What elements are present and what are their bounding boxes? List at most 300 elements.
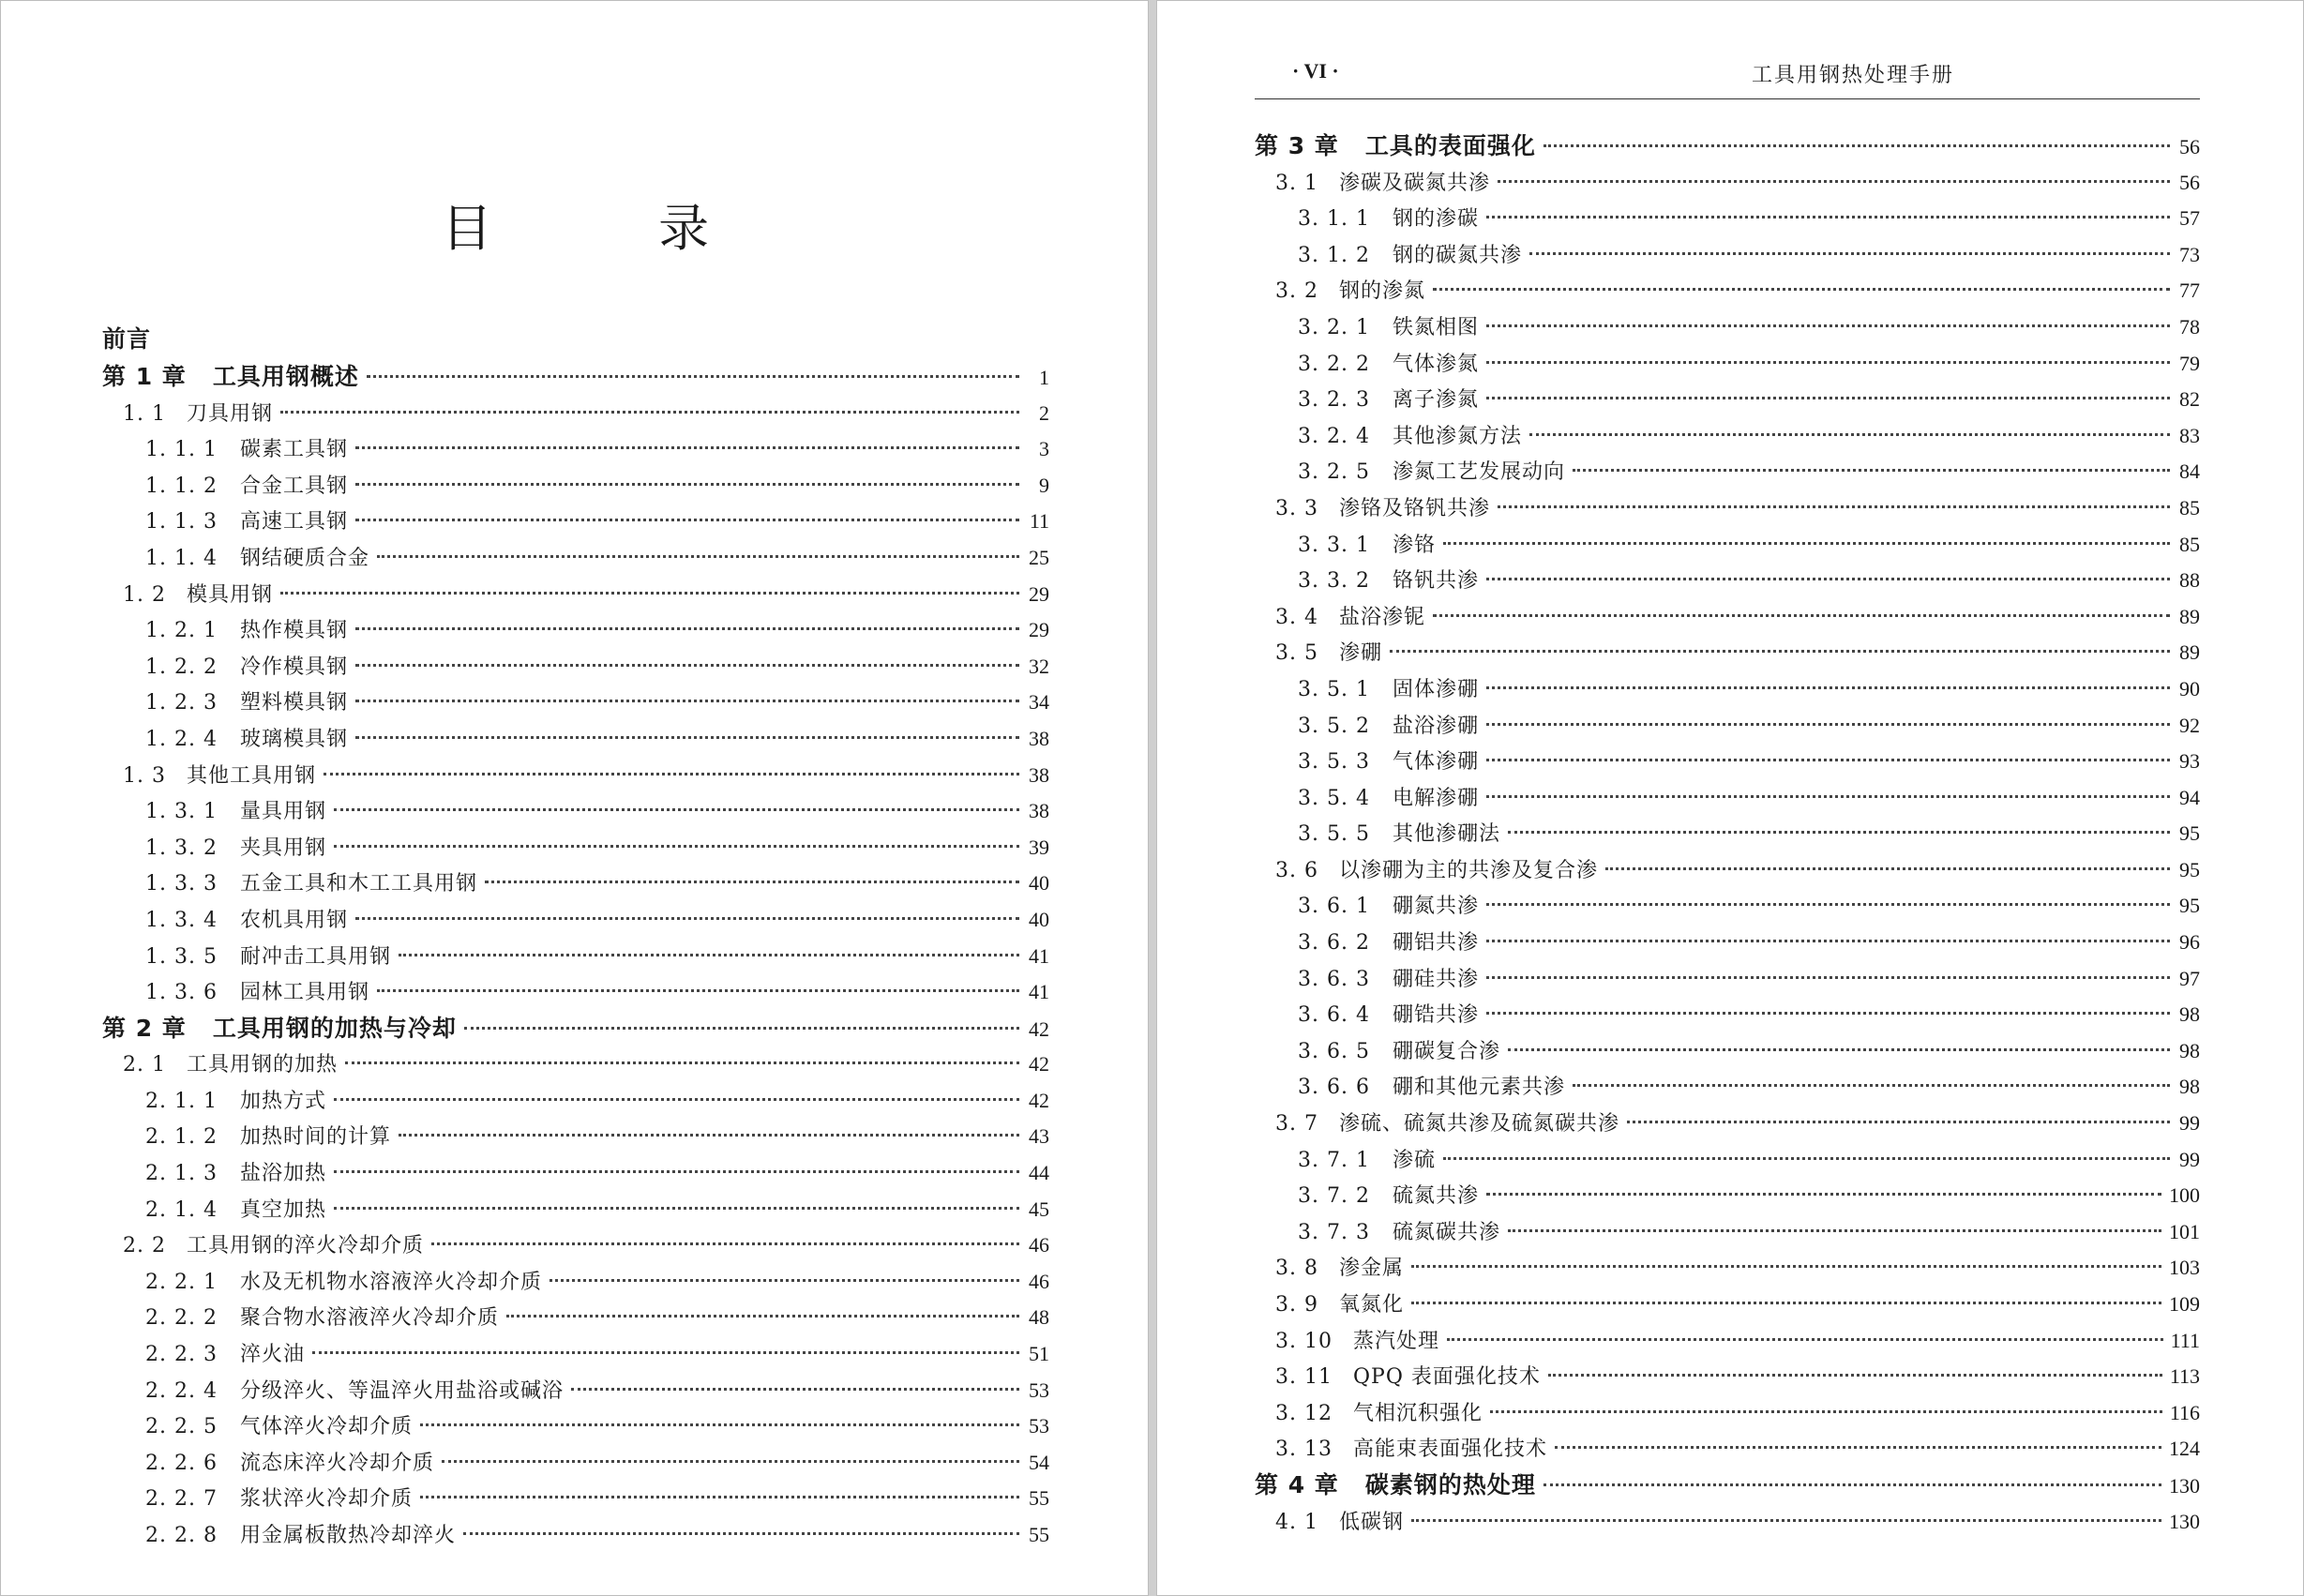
toc-subsection-entry[interactable] xyxy=(1255,1033,2200,1070)
toc-page-number: 77 xyxy=(2179,279,2200,303)
toc-entry-text: 其他渗氮方法 xyxy=(1392,424,1522,448)
dot-leader xyxy=(1573,469,2170,472)
header-book-title: 工具用钢热处理手册 xyxy=(1751,64,1954,87)
toc-subsection-entry[interactable] xyxy=(102,649,1049,685)
dot-leader xyxy=(280,411,1019,414)
toc-entry-number: 3. 2. 5 xyxy=(1298,460,1370,485)
toc-entry-text: 碳素工具钢 xyxy=(239,438,348,462)
toc-entry-text: 硼和其他元素共渗 xyxy=(1392,1076,1565,1100)
toc-subsection-entry[interactable] xyxy=(102,1481,1049,1517)
toc-entry-number: 3. 2 xyxy=(1275,279,1318,304)
toc-entry-text: 钢结硬质合金 xyxy=(239,546,369,570)
toc-entry-text: 渗硼 xyxy=(1338,641,1382,666)
toc-section-entry[interactable] xyxy=(102,1227,1049,1264)
toc-entry-number: 3. 9 xyxy=(1275,1293,1318,1317)
dot-leader xyxy=(1486,795,2170,798)
toc-entry-text: 刀具用钢 xyxy=(186,401,273,426)
toc-subsection-entry[interactable] xyxy=(102,1445,1049,1482)
toc-subsection-entry[interactable] xyxy=(102,468,1049,504)
toc-page-number: 97 xyxy=(2179,966,2200,990)
dot-leader xyxy=(1486,759,2170,761)
toc-subsection-entry[interactable] xyxy=(102,1336,1049,1373)
toc-section-entry[interactable] xyxy=(1255,1287,2200,1323)
dot-leader xyxy=(1486,1193,2161,1196)
toc-subsection-entry[interactable] xyxy=(102,1408,1049,1445)
toc-entry-number: 3. 7 xyxy=(1275,1112,1318,1137)
toc-entry-number: 3. 2. 2 xyxy=(1298,352,1370,376)
toc-section-entry[interactable] xyxy=(1255,1504,2200,1541)
dot-leader xyxy=(1529,433,2170,436)
toc-entry-number: 1. 3. 3 xyxy=(145,872,218,896)
toc-page-number: 103 xyxy=(2169,1256,2200,1280)
dot-leader xyxy=(1498,505,2170,508)
toc-entry-number: 2. 2. 1 xyxy=(145,1270,218,1294)
toc-entry-number: 1. 3. 6 xyxy=(145,981,218,1005)
toc-page-number: 85 xyxy=(2179,532,2200,556)
dot-leader xyxy=(1490,1410,2162,1413)
toc-subsection-entry[interactable] xyxy=(1255,1142,2200,1179)
dot-leader xyxy=(1486,1012,2170,1015)
dot-leader xyxy=(1433,288,2170,291)
toc-page-number: 99 xyxy=(2179,1147,2200,1171)
dot-leader xyxy=(1390,650,2170,653)
dot-leader xyxy=(1573,1084,2170,1087)
toc-page-number: 113 xyxy=(2169,1364,2200,1389)
toc-section-entry[interactable] xyxy=(102,1046,1049,1083)
toc-page-number: 11 xyxy=(1029,509,1049,534)
left-page xyxy=(0,0,1149,1596)
toc-entry-number: 3. 7. 2 xyxy=(1298,1184,1370,1209)
toc-subsection-entry[interactable] xyxy=(1255,780,2200,817)
toc-entry-number: 3. 8 xyxy=(1275,1257,1318,1281)
toc-entry-text: 低碳钢 xyxy=(1338,1510,1404,1534)
toc-entry-number: 3. 6. 5 xyxy=(1298,1039,1370,1063)
toc-page-number: 88 xyxy=(2179,568,2200,593)
dot-leader xyxy=(1486,723,2170,726)
toc-entry-number: 2. 2 xyxy=(123,1234,166,1258)
toc-page-number: 111 xyxy=(2170,1328,2200,1352)
toc-subsection-entry[interactable] xyxy=(1255,382,2200,418)
toc-page-number: 42 xyxy=(1029,1088,1049,1112)
toc-page-number: 130 xyxy=(2169,1473,2200,1498)
toc-page-number: 51 xyxy=(1029,1342,1049,1366)
toc-subsection-entry[interactable] xyxy=(1255,997,2200,1033)
toc-page-number: 95 xyxy=(2179,857,2200,881)
toc-entry-text: 用金属板散热冷却淬火 xyxy=(239,1524,456,1547)
toc-entry-text: 钢的碳氮共渗 xyxy=(1392,243,1522,267)
toc-entry-text: 真空加热 xyxy=(239,1197,326,1222)
toc-entry-text: 硼碳复合渗 xyxy=(1392,1039,1500,1063)
dot-leader xyxy=(334,1170,1019,1173)
toc-entry-number: 1. 3. 1 xyxy=(145,800,218,824)
toc-page-number: 130 xyxy=(2169,1509,2200,1533)
toc-section-entry[interactable] xyxy=(1255,1250,2200,1287)
toc-entry-text: 离子渗氮 xyxy=(1392,388,1479,413)
toc-subsection-entry[interactable] xyxy=(102,866,1049,902)
toc-subsection-entry[interactable] xyxy=(1255,237,2200,274)
toc-entry-number: 1. 1. 3 xyxy=(145,510,218,535)
toc-entry-number: 3. 6 xyxy=(1275,858,1318,882)
dot-leader xyxy=(1627,1121,2170,1123)
toc-page-number: 90 xyxy=(2179,676,2200,700)
toc-entry-number: 3. 6. 2 xyxy=(1298,931,1370,956)
toc-entry-text: 碳素钢的热处理 xyxy=(1364,1470,1536,1498)
toc-page-number: 29 xyxy=(1029,618,1049,642)
toc-entry-number: 2. 1. 1 xyxy=(145,1089,218,1113)
toc-chapter-entry[interactable] xyxy=(102,1011,1049,1047)
toc-entry-number: 3. 7. 3 xyxy=(1298,1220,1370,1244)
toc-page-number: 95 xyxy=(2179,894,2200,918)
toc-section-entry[interactable] xyxy=(1255,1431,2200,1468)
toc-subsection-entry[interactable] xyxy=(102,721,1049,758)
toc-page-number: 41 xyxy=(1029,943,1049,968)
toc-entry-text: 盐浴渗硼 xyxy=(1392,714,1479,738)
toc-page-number: 25 xyxy=(1029,545,1049,569)
toc-page-number: 3 xyxy=(1039,437,1049,461)
toc-entry-text: 工具用钢的淬火冷却介质 xyxy=(186,1234,424,1258)
toc-entry-number: 3. 3. 1 xyxy=(1298,533,1370,557)
toc-chapter-entry[interactable] xyxy=(102,359,1049,396)
dot-leader xyxy=(355,917,1019,920)
dot-leader xyxy=(1508,1048,2170,1051)
dot-leader xyxy=(355,736,1019,739)
toc-entry-number: 1. 2 xyxy=(123,582,166,607)
toc-page-number: 99 xyxy=(2179,1111,2200,1136)
dot-leader xyxy=(1486,940,2170,942)
toc-subsection-entry[interactable] xyxy=(1255,1069,2200,1106)
toc-entry-text: 玻璃模具钢 xyxy=(239,727,348,751)
toc-entry-number: 1. 2. 2 xyxy=(145,655,218,679)
toc-subsection-entry[interactable] xyxy=(102,902,1049,939)
toc-page-number: 48 xyxy=(1029,1305,1049,1330)
toc-entry-preface[interactable] xyxy=(102,320,1049,359)
toc-entry-number: 2. 1. 2 xyxy=(145,1125,218,1150)
toc-page-number: 84 xyxy=(2179,459,2200,484)
dot-leader xyxy=(1548,1374,2162,1377)
toc-entry-text: 盐浴加热 xyxy=(239,1162,326,1186)
toc-title: 目 录 xyxy=(441,199,785,258)
toc-page-number: 124 xyxy=(2169,1437,2200,1461)
dot-leader xyxy=(1447,1338,2163,1341)
toc-section-entry[interactable] xyxy=(1255,273,2200,309)
toc-subsection-entry[interactable] xyxy=(1255,816,2200,852)
toc-entry-text: 耐冲击工具用钢 xyxy=(239,944,391,969)
toc-list-right xyxy=(1255,128,2200,1540)
dot-leader xyxy=(1443,1157,2170,1160)
toc-page-number: 101 xyxy=(2169,1219,2200,1243)
toc-subsection-entry[interactable] xyxy=(102,612,1049,649)
toc-entry-text: 五金工具和木工工具用钢 xyxy=(239,872,477,896)
dot-leader xyxy=(1411,1519,2161,1522)
toc-entry-text: 渗氮工艺发展动向 xyxy=(1392,460,1565,485)
toc-page-number: 43 xyxy=(1029,1124,1049,1149)
toc-entry-number: 3. 11 xyxy=(1275,1365,1333,1390)
dot-leader xyxy=(1486,903,2170,906)
dot-leader xyxy=(550,1279,1019,1282)
dot-leader xyxy=(355,627,1019,630)
toc-entry-number: 3. 6. 6 xyxy=(1298,1076,1370,1100)
toc-subsection-entry[interactable] xyxy=(1255,888,2200,925)
toc-page-number: 78 xyxy=(2179,314,2200,339)
toc-entry-number: 1. 1. 4 xyxy=(145,546,218,570)
toc-section-entry[interactable] xyxy=(1255,1106,2200,1142)
toc-subsection-entry[interactable] xyxy=(102,1119,1049,1155)
toc-entry-text: 硼氮共渗 xyxy=(1392,895,1479,919)
toc-entry-number: 3. 6. 1 xyxy=(1298,895,1370,919)
toc-page-number: 82 xyxy=(2179,387,2200,412)
toc-section-entry[interactable] xyxy=(1255,599,2200,636)
toc-subsection-entry[interactable] xyxy=(102,1373,1049,1409)
toc-page-number: 46 xyxy=(1029,1233,1049,1257)
toc-page-number: 45 xyxy=(1029,1197,1049,1221)
toc-subsection-entry[interactable] xyxy=(1255,1178,2200,1214)
toc-subsection-entry[interactable] xyxy=(1255,961,2200,998)
toc-subsection-entry[interactable] xyxy=(102,685,1049,721)
toc-subsection-entry[interactable] xyxy=(102,1300,1049,1336)
toc-entry-text: 前言 xyxy=(102,325,152,353)
toc-entry-number: 3. 5. 3 xyxy=(1298,750,1370,775)
toc-subsection-entry[interactable] xyxy=(1255,1214,2200,1251)
toc-entry-text: 聚合物水溶液淬火冷却介质 xyxy=(239,1306,499,1331)
toc-entry-text: QPQ 表面强化技术 xyxy=(1352,1365,1541,1390)
toc-entry-number: 2. 2. 6 xyxy=(145,1451,218,1475)
toc-entry-text: 工具用钢的加热 xyxy=(186,1053,338,1077)
toc-subsection-entry[interactable] xyxy=(102,1264,1049,1301)
toc-page-number: 57 xyxy=(2179,206,2200,231)
toc-entry-text: 其他渗硼法 xyxy=(1392,822,1500,847)
toc-entry-text: 加热时间的计算 xyxy=(239,1125,391,1150)
toc-entry-number: 2. 1. 4 xyxy=(145,1197,218,1222)
toc-entry-number: 3. 5. 2 xyxy=(1298,714,1370,738)
dot-leader xyxy=(345,1061,1019,1064)
toc-page-number: 109 xyxy=(2169,1292,2200,1316)
toc-entry-text: 其他工具用钢 xyxy=(186,763,316,788)
dot-leader xyxy=(1486,361,2170,364)
dot-leader xyxy=(571,1388,1019,1391)
dot-leader xyxy=(1486,324,2170,327)
toc-entry-number: 3. 1. 2 xyxy=(1298,243,1370,267)
toc-entry-number: 3. 1. 1 xyxy=(1298,207,1370,232)
toc-subsection-entry[interactable] xyxy=(1255,309,2200,346)
dot-leader xyxy=(506,1315,1019,1317)
toc-subsection-entry[interactable] xyxy=(1255,454,2200,490)
toc-page-number: 42 xyxy=(1029,1016,1049,1041)
toc-subsection-entry[interactable] xyxy=(1255,527,2200,564)
toc-entry-text: 工具用钢概述 xyxy=(212,363,359,390)
dot-leader xyxy=(355,483,1019,486)
toc-entry-text: 钢的渗碳 xyxy=(1392,207,1479,232)
toc-section-entry[interactable] xyxy=(102,577,1049,613)
toc-subsection-entry[interactable] xyxy=(102,939,1049,975)
toc-entry-text: 以渗硼为主的共渗及复合渗 xyxy=(1338,858,1598,882)
toc-subsection-entry[interactable] xyxy=(1255,563,2200,599)
toc-chapter-entry[interactable] xyxy=(1255,128,2200,165)
toc-entry-text: 渗金属 xyxy=(1338,1257,1404,1281)
toc-page-number: 85 xyxy=(2179,495,2200,519)
toc-page-number: 38 xyxy=(1029,726,1049,750)
dot-leader xyxy=(1529,252,2170,255)
toc-entry-number: 2. 2. 3 xyxy=(145,1343,218,1367)
toc-section-entry[interactable] xyxy=(1255,1323,2200,1360)
toc-page-number: 46 xyxy=(1029,1269,1049,1293)
toc-subsection-entry[interactable] xyxy=(102,793,1049,830)
toc-entry-number: 2. 2. 5 xyxy=(145,1415,218,1439)
toc-entry-number: 3. 12 xyxy=(1275,1401,1333,1425)
dot-leader xyxy=(312,1351,1019,1354)
toc-entry-text: 渗碳及碳氮共渗 xyxy=(1338,171,1490,195)
toc-entry-text: 分级淬火、等温淬火用盐浴或碱浴 xyxy=(239,1378,564,1403)
toc-entry-number: 3. 7. 1 xyxy=(1298,1148,1370,1172)
toc-page-number: 98 xyxy=(2179,1002,2200,1027)
toc-entry-number: 4. 1 xyxy=(1275,1510,1318,1534)
toc-page-number: 40 xyxy=(1029,871,1049,896)
toc-page-number: 93 xyxy=(2179,749,2200,774)
toc-entry-text: 农机具用钢 xyxy=(239,908,348,932)
toc-entry-text: 量具用钢 xyxy=(239,800,326,824)
toc-entry-number: 1. 3. 5 xyxy=(145,944,218,969)
dot-leader xyxy=(399,954,1019,956)
toc-entry-number: 1. 1. 2 xyxy=(145,474,218,498)
toc-entry-number: 3. 5. 1 xyxy=(1298,677,1370,701)
toc-section-entry[interactable] xyxy=(1255,852,2200,889)
toc-entry-text: 渗硫 xyxy=(1392,1148,1436,1172)
toc-subsection-entry[interactable] xyxy=(1255,744,2200,780)
toc-page-number: 94 xyxy=(2179,785,2200,809)
toc-section-entry[interactable] xyxy=(1255,1359,2200,1395)
toc-entry-number: 3. 1 xyxy=(1275,171,1318,195)
dot-leader xyxy=(1605,867,2170,870)
toc-page-number: 42 xyxy=(1029,1052,1049,1077)
toc-page-number: 2 xyxy=(1039,400,1049,425)
toc-subsection-entry[interactable] xyxy=(1255,346,2200,383)
toc-section-entry[interactable] xyxy=(1255,1395,2200,1432)
toc-entry-text: 冷作模具钢 xyxy=(239,655,348,679)
toc-subsection-entry[interactable] xyxy=(102,540,1049,577)
toc-page-number: 98 xyxy=(2179,1075,2200,1099)
toc-section-entry[interactable] xyxy=(1255,165,2200,202)
toc-subsection-entry[interactable] xyxy=(102,1155,1049,1192)
toc-entry-number: 2. 1 xyxy=(123,1053,166,1077)
toc-entry-number: 3. 5 xyxy=(1275,641,1318,666)
toc-subsection-entry[interactable] xyxy=(102,431,1049,468)
toc-page-number: 38 xyxy=(1029,762,1049,787)
toc-subsection-entry[interactable] xyxy=(1255,708,2200,745)
toc-subsection-entry[interactable] xyxy=(102,974,1049,1011)
toc-page-number: 38 xyxy=(1029,799,1049,823)
toc-section-entry[interactable] xyxy=(1255,635,2200,671)
toc-subsection-entry[interactable] xyxy=(102,1083,1049,1120)
dot-leader xyxy=(377,555,1019,558)
toc-entry-text: 渗铬及铬钒共渗 xyxy=(1338,496,1490,520)
dot-leader xyxy=(463,1532,1019,1535)
toc-entry-text: 浆状淬火冷却介质 xyxy=(239,1487,413,1512)
toc-page-number: 116 xyxy=(2169,1400,2200,1424)
toc-page-number: 55 xyxy=(1029,1486,1049,1511)
dot-leader xyxy=(1411,1265,2161,1268)
toc-entry-text: 铬钒共渗 xyxy=(1392,569,1479,594)
toc-page-number: 41 xyxy=(1029,980,1049,1004)
toc-entry-number: 3. 5. 5 xyxy=(1298,822,1370,847)
toc-subsection-entry[interactable] xyxy=(1255,201,2200,237)
toc-page-number: 83 xyxy=(2179,423,2200,447)
toc-entry-text: 热作模具钢 xyxy=(239,619,348,643)
dot-leader xyxy=(324,773,1019,775)
toc-page-number: 44 xyxy=(1029,1161,1049,1185)
toc-entry-text: 高速工具钢 xyxy=(239,510,348,535)
toc-subsection-entry[interactable] xyxy=(1255,418,2200,455)
toc-entry-number: 1. 3 xyxy=(123,763,166,788)
toc-page-number: 96 xyxy=(2179,930,2200,955)
dot-leader xyxy=(442,1460,1019,1463)
toc-subsection-entry[interactable] xyxy=(102,1517,1049,1554)
dot-leader xyxy=(1508,831,2170,834)
toc-subsection-entry[interactable] xyxy=(1255,671,2200,708)
toc-section-entry[interactable] xyxy=(102,758,1049,794)
toc-page-number: 39 xyxy=(1029,835,1049,859)
toc-entry-text: 气体渗氮 xyxy=(1392,352,1479,376)
toc-page-number: 55 xyxy=(1029,1523,1049,1546)
dot-leader xyxy=(420,1496,1019,1498)
toc-entry-number: 3. 10 xyxy=(1275,1329,1333,1353)
dot-leader xyxy=(399,1134,1019,1137)
toc-page-number: 92 xyxy=(2179,713,2200,737)
dot-leader xyxy=(431,1242,1019,1245)
toc-subsection-entry[interactable] xyxy=(1255,925,2200,961)
toc-page-number: 54 xyxy=(1029,1450,1049,1474)
header-page-number: · VI · xyxy=(1292,59,1339,83)
toc-section-entry[interactable] xyxy=(102,396,1049,432)
toc-page-number: 34 xyxy=(1029,690,1049,715)
dot-leader xyxy=(1555,1446,2161,1449)
toc-entry-number: 3. 2. 4 xyxy=(1298,424,1370,448)
dot-leader xyxy=(1486,686,2170,689)
toc-entry-text: 塑料模具钢 xyxy=(239,691,348,715)
toc-entry-number: 3. 3 xyxy=(1275,496,1318,520)
toc-page-number: 40 xyxy=(1029,907,1049,931)
toc-entry-number: 第 3 章 xyxy=(1255,132,1339,159)
toc-entry-number: 第 1 章 xyxy=(102,363,187,390)
toc-entry-number: 3. 2. 3 xyxy=(1298,388,1370,413)
toc-subsection-entry[interactable] xyxy=(102,830,1049,866)
toc-chapter-entry[interactable] xyxy=(1255,1468,2200,1504)
dot-leader xyxy=(377,989,1019,992)
toc-entry-text: 硼锆共渗 xyxy=(1392,1003,1479,1028)
toc-page-number: 56 xyxy=(2179,135,2200,158)
toc-page-number: 56 xyxy=(2179,170,2200,194)
toc-page-number: 32 xyxy=(1029,654,1049,678)
right-page xyxy=(1156,0,2304,1596)
toc-page-number: 89 xyxy=(2179,604,2200,628)
toc-subsection-entry[interactable] xyxy=(102,504,1049,540)
toc-entry-text: 园林工具用钢 xyxy=(239,981,369,1005)
dot-leader xyxy=(334,808,1019,811)
toc-section-entry[interactable] xyxy=(1255,490,2200,527)
toc-page-number: 9 xyxy=(1039,473,1049,497)
toc-entry-number: 第 2 章 xyxy=(102,1014,187,1042)
toc-entry-text: 渗铬 xyxy=(1392,533,1436,557)
toc-subsection-entry[interactable] xyxy=(102,1192,1049,1228)
toc-entry-number: 2. 2. 7 xyxy=(145,1487,218,1512)
toc-entry-number: 3. 6. 3 xyxy=(1298,967,1370,991)
toc-page-number: 53 xyxy=(1029,1378,1049,1402)
dot-leader xyxy=(1486,397,2170,399)
toc-entry-text: 固体渗硼 xyxy=(1392,677,1479,701)
toc-page-number: 98 xyxy=(2179,1038,2200,1062)
toc-entry-text: 夹具用钢 xyxy=(239,836,326,860)
toc-entry-text: 水及无机物水溶液淬火冷却介质 xyxy=(239,1270,542,1294)
toc-entry-number: 1. 3. 4 xyxy=(145,908,218,932)
dot-leader xyxy=(464,1027,1019,1030)
